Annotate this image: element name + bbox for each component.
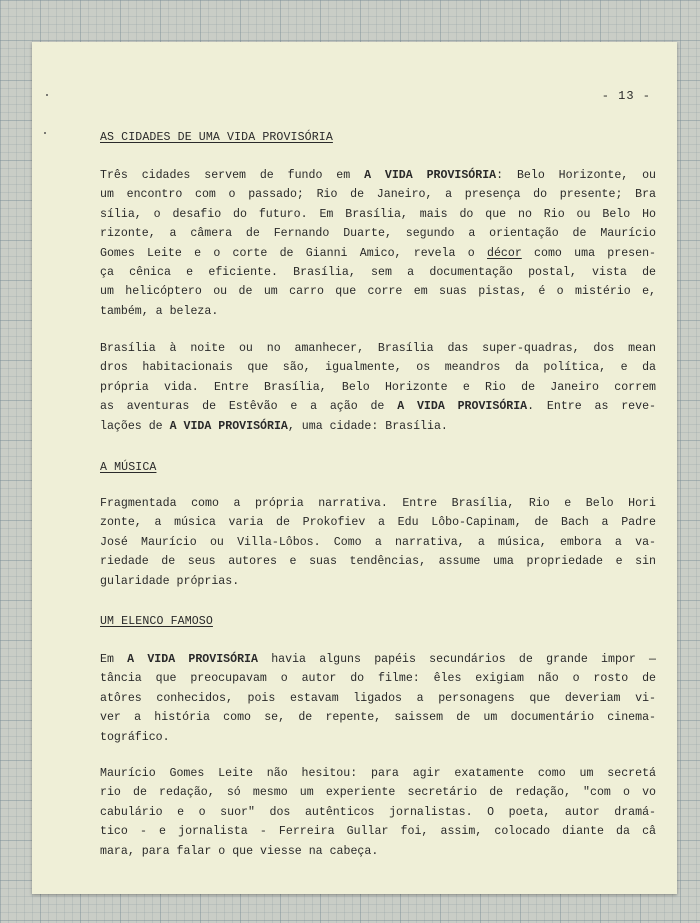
text-segment: um encontro com o passado; Rio de Janeiro, a presença do presente; Bra [100,188,656,202]
ink-speck [46,94,48,96]
text-segment: dros habitacionais que são, igualmente, os meandros da política, e da [100,361,656,375]
text-line [100,302,656,321]
film-title: A VIDA PROVISÓRIA [169,419,288,433]
text-line [100,417,656,436]
text-line [100,728,656,747]
page-number: - 13 - [601,89,651,103]
text-line [100,282,656,301]
text-line [100,378,656,397]
underlined-word: décor [487,246,522,260]
paragraph-elenco-1 [100,650,656,747]
text-line [100,572,656,591]
text-line [100,689,656,708]
text-line [100,263,656,282]
text-line [100,650,656,669]
text-segment: lações de [100,419,170,433]
text-segment: ver a história como se, de repente, saissem de um documentário cinema- [100,711,656,725]
text-segment: zonte, a música varia de Prokofiev a Edu Lôbo-Capinam, de Bach a Padre [100,516,656,530]
text-segment: tância que preocupavam o autor do filme: êles exigiam não o rosto de [100,672,656,686]
text-line [100,244,656,263]
paragraph-cidades-1 [100,166,656,321]
text-segment: Brasília à noite ou no amanhecer, Brasília das super-quadras, dos mean [100,342,656,355]
text-segment: José Maurício ou Villa-Lôbos. Como a narrativa, a música, embora a va- [100,535,656,549]
text-segment: Gomes Leite e o corte de Gianni Amico, revela o [100,246,487,260]
ink-speck [44,132,46,134]
text-segment: gularidade próprias. [100,574,240,588]
text-line [100,803,656,822]
text-line [100,494,656,513]
text-segment: cabulário e o suor" dos autênticos jornalistas. O poeta, autor dramá- [100,805,656,819]
text-line [100,339,656,358]
text-line [100,708,656,727]
heading-cidades: AS CIDADES DE UMA VIDA PROVISÓRIA [100,131,333,144]
text-segment: um helicóptero ou de um carro que corre em suas pistas, é o mistério e, [100,285,656,299]
text-line [100,842,656,861]
paragraph-musica-1 [100,494,656,591]
typewritten-page [32,42,677,894]
text-segment: as aventuras de Estêvão e a ação de [100,400,398,414]
text-line [100,185,656,204]
film-title: A VIDA PROVISÓRIA [397,400,528,414]
text-segment: , uma cidade: Brasília. [287,419,448,433]
text-line [100,822,656,841]
text-segment: sília, o desafio do futuro. Em Brasília, mais do que no Rio ou Belo Ho [100,207,656,221]
text-segment: atôres conhecidos, pois estavam ligados a personagens que deveriam vi- [100,691,656,705]
text-line [100,397,656,416]
text-segment: . Entre as reve- [527,400,656,414]
text-segment: Fragmentada como a própria narrativa. Entre Brasília, Rio e Belo Hori [100,497,656,510]
text-line [100,166,656,185]
paragraph-cidades-2 [100,339,656,436]
text-segment: : Belo Horizonte, ou [496,169,657,182]
text-segment: ça cênica e eficiente. Brasília, sem a documentação postal, vista de [100,265,656,279]
text-segment: havia alguns papéis secundários de grande impor — [257,653,657,666]
text-segment: rizonte, a câmera de Fernando Duarte, segundo a orientação de Maurício [100,227,656,241]
text-segment: tico - e jornalista - Ferreira Gullar foi, assim, colocado diante da câ [100,825,656,839]
text-line [100,358,656,377]
text-segment: rio de redação, só mesmo um experiente secretário de redação, "com o vo [100,786,656,800]
text-line [100,669,656,688]
paragraph-elenco-2 [100,764,656,861]
heading-musica: A MÚSICA [100,461,157,474]
text-segment: Em [100,653,128,666]
text-line [100,205,656,224]
text-line [100,513,656,532]
text-line [100,783,656,802]
text-segment: como uma presen- [521,246,656,260]
text-line [100,224,656,243]
text-segment: tográfico. [100,730,170,744]
text-segment: Maurício Gomes Leite não hesitou: para agir exatamente como um secretá [100,767,656,780]
text-line [100,552,656,571]
text-segment: também, a beleza. [100,304,219,318]
text-line [100,764,656,783]
text-segment: própria vida. Entre Brasília, Belo Horizonte e Rio de Janeiro correm [100,380,656,394]
film-title: A VIDA PROVISÓRIA [127,653,258,666]
text-segment: Três cidades servem de fundo em [100,169,365,182]
text-line [100,533,656,552]
text-segment: riedade de seus autores e suas tendências, assume uma propriedade e sin [100,555,656,569]
film-title: A VIDA PROVISÓRIA [364,169,497,182]
text-segment: mara, para falar o que viesse na cabeça. [100,844,379,858]
heading-elenco: UM ELENCO FAMOSO [100,615,213,628]
